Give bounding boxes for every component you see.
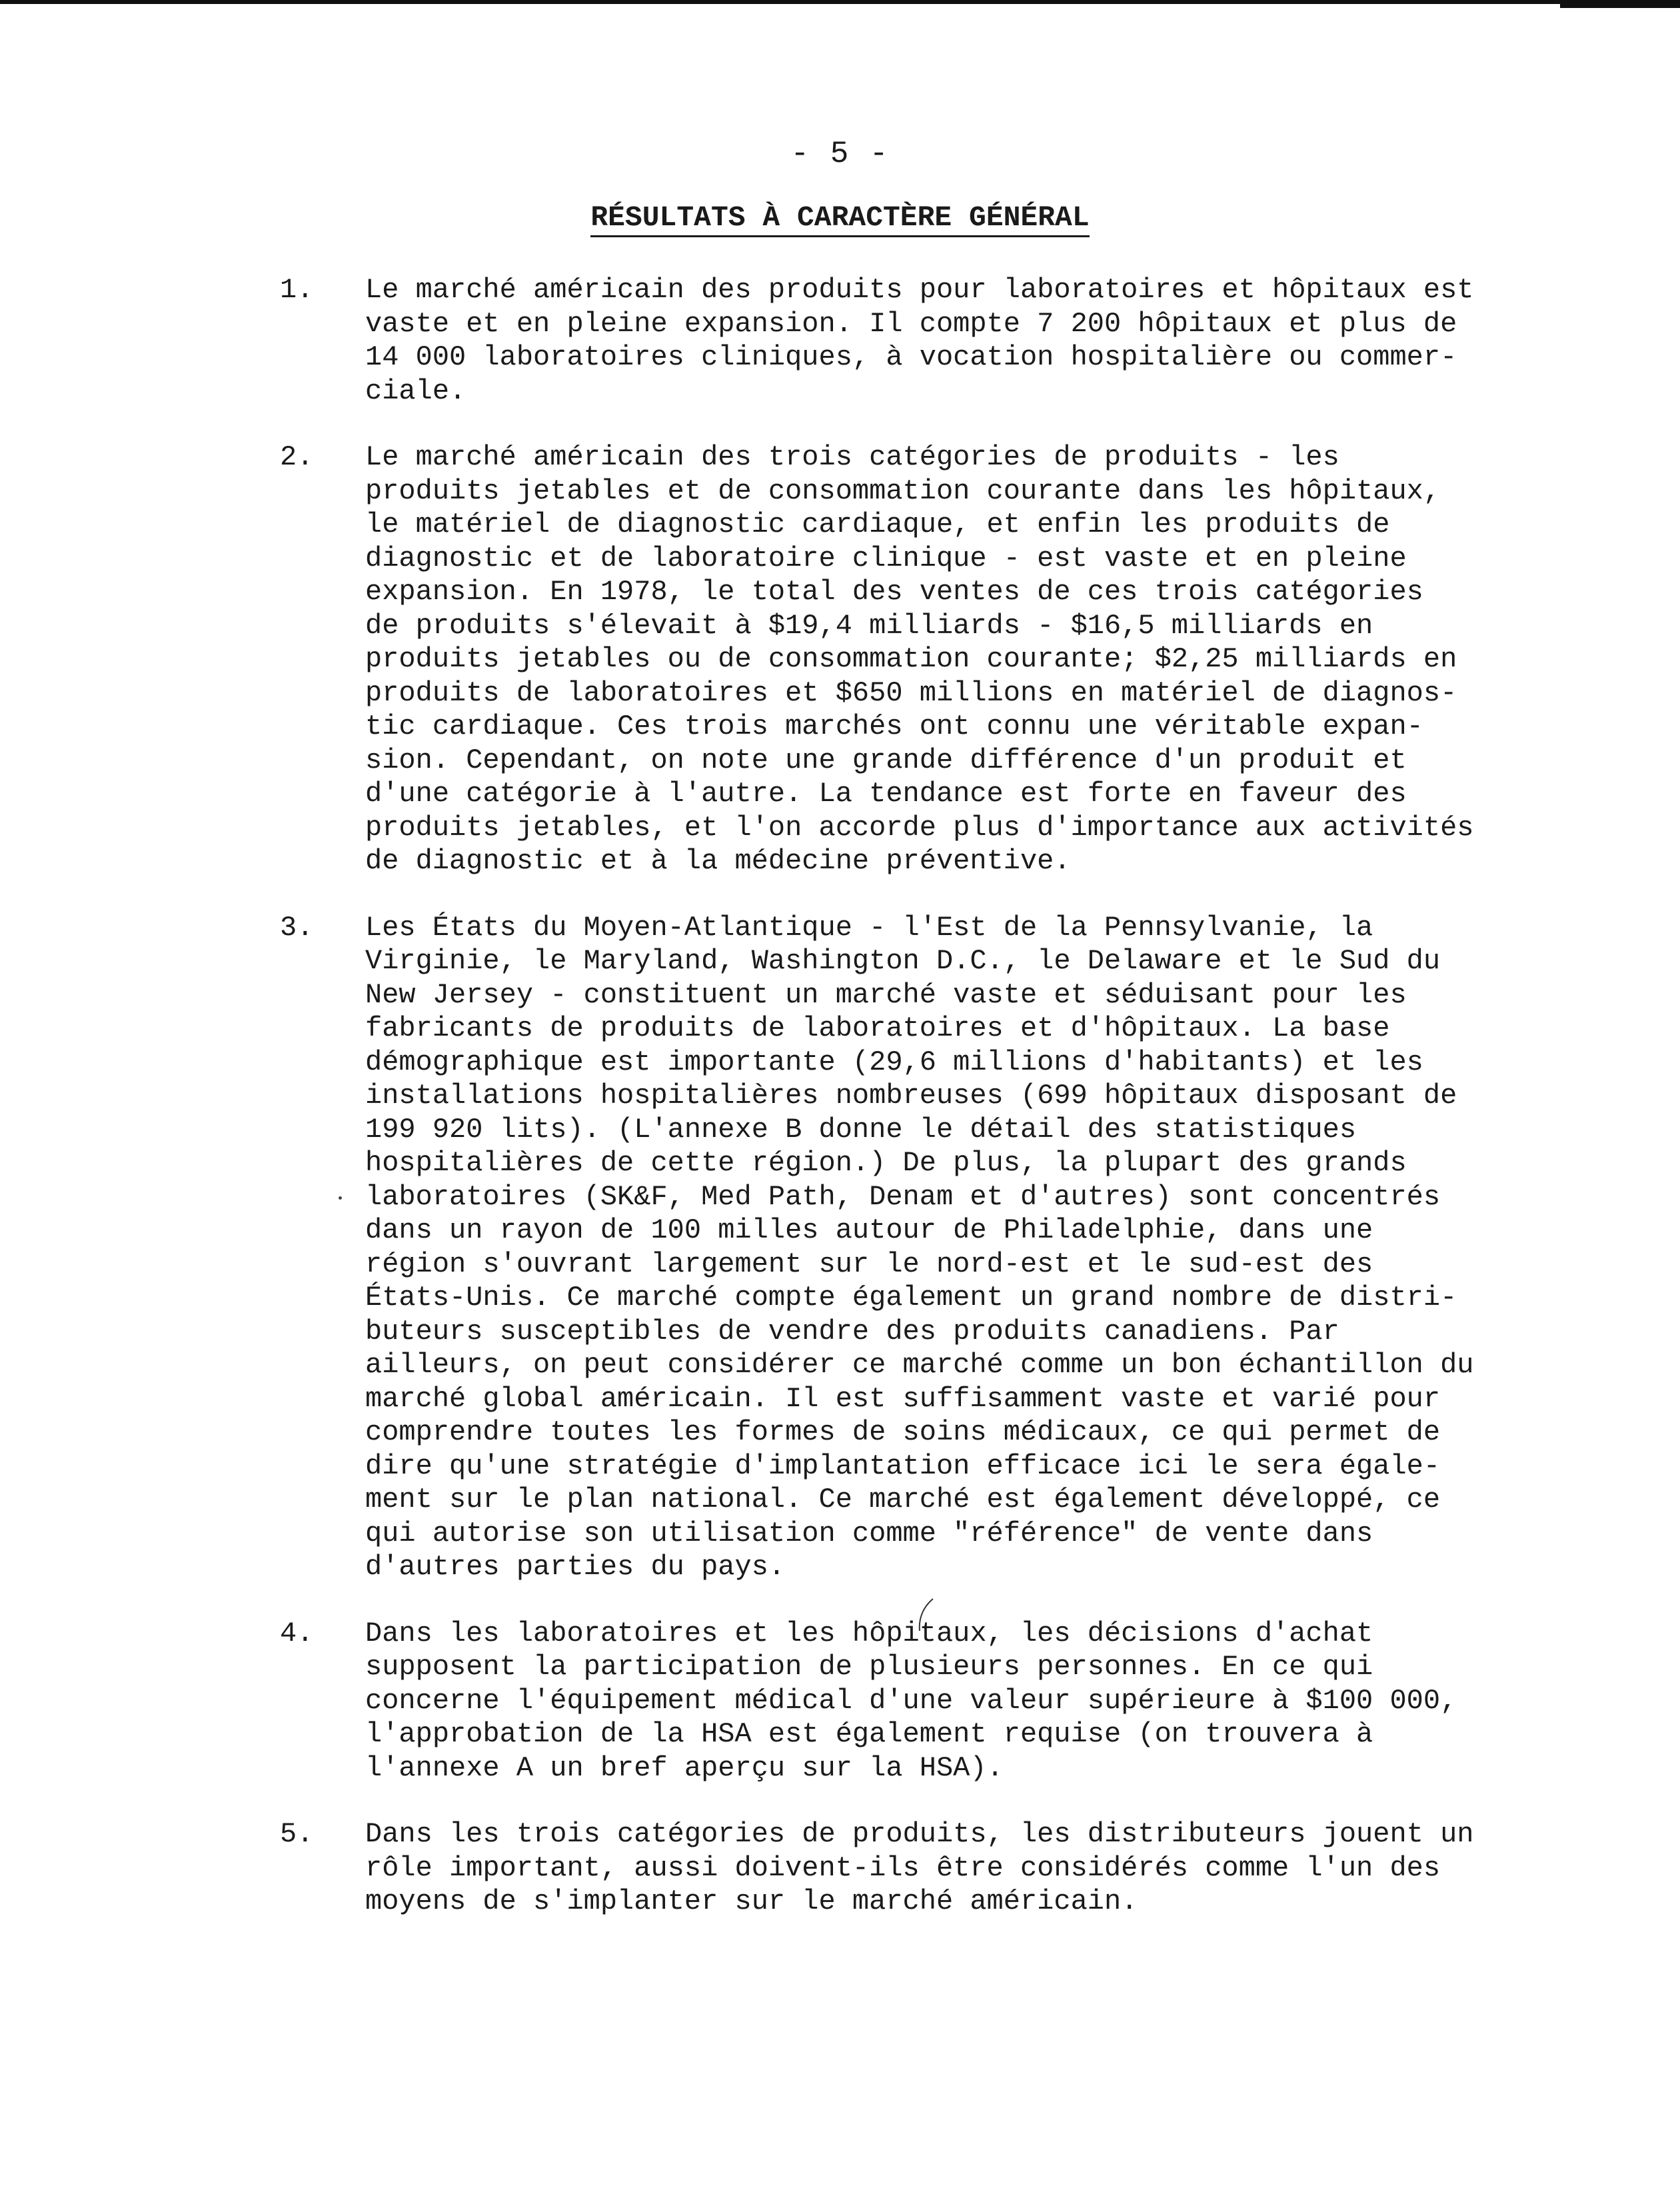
page-number: - 5 - xyxy=(790,137,890,171)
numbered-list xyxy=(280,273,1493,1951)
list-item-text: Le marché américain des trois catégories de produits - les produits jetables et de consommation courante dans les hôpitaux, le matériel de diagnostic cardiaque, et enfin les produits de diagnostic et de laboratoire clinique - est vaste et en pleine expansion. En 1978, le total des ventes de ces trois catégories de produits s'élevait à $19,4 milliards - $16,5 milliards en produits jetables ou de consommation courante; $2,25 milliards en produits de laboratoires et $650 millions en matériel de diagnos- tic cardiaque. Ces trois marchés ont connu une véritable expan- sion. Cependant, on note une grande différence d'un produit et d'une catégorie à l'autre. La tendance est forte en faveur des produits jetables, et l'on accorde plus d'importance aux activités de diagnostic et à la médecine préventive. xyxy=(365,441,1474,877)
list-item-number: 5. xyxy=(280,1818,314,1850)
list-item-number: 4. xyxy=(280,1617,314,1649)
list-item-number: 3. xyxy=(280,911,314,944)
page-title-text: RÉSULTATS À CARACTÈRE GÉNÉRAL xyxy=(590,201,1089,237)
list-item-text: Le marché américain des produits pour laboratoires et hôpitaux est vaste et en pleine expansion. Il compte 7 200 hôpitaux et plus de 14 000 laboratoires cliniques, à vocation hospitalière ou commer- ciale. xyxy=(365,274,1474,407)
list-item-1 xyxy=(280,273,1493,408)
list-item-text: Dans les trois catégories de produits, les distributeurs jouent un rôle important, aussi doivent-ils être considérés comme l'un des moyens de s'implanter sur le marché américain. xyxy=(365,1818,1474,1917)
list-item-2 xyxy=(280,441,1493,878)
list-item-number: 1. xyxy=(280,274,314,306)
top-border-line xyxy=(0,0,1680,4)
top-corner-mark xyxy=(1560,0,1680,8)
list-item-text: Les États du Moyen-Atlantique - l'Est de la Pennsylvanie, la Virginie, le Maryland, Washington D.C., le Delaware et le Sud du New Jersey - constituent un marché vaste et séduisant pour les fabricants de produits de laboratoires et d'hôpitaux. La base démographique est importante (29,6 millions d'habitants) et les installations hospitalières nombreuses (699 hôpitaux disposant de 199 920 lits). (L'annexe B donne le détail des statistiques hospitalières de cette région.) De plus, la plupart des grands laboratoires (SK&F, Med Path, Denam et d'autres) sont concentrés dans un rayon de 100 milles autour de Philadelphie, dans une région s'ouvrant largement sur le nord-est et le sud-est des États-Unis. Ce marché compte également un grand nombre de distri- buteurs susceptibles de vendre des produits canadiens. Par ailleurs, on peut considérer ce marché comme un bon échantillon du marché global américain. Il est suffisamment vaste et varié pour comprendre toutes les formes de soins médicaux, ce qui permet de dire qu'une stratégie d'implantation efficace ici le sera égale- ment sur le plan national. Ce marché est également développé, ce qui autorise son utilisation comme "référence" de vente dans d'autres parties du pays. xyxy=(365,911,1474,1583)
list-item-4 xyxy=(280,1617,1493,1785)
page-title xyxy=(0,201,1680,234)
stray-mark xyxy=(339,1196,342,1200)
list-item-text: Dans les laboratoires et les hôpitaux, les décisions d'achat supposent la participation de plusieurs personnes. En ce qui concerne l'équipement médical d'une valeur supérieure à $100 000, l'approbation de la HSA est également requise (on trouvera à l'annexe A un bref aperçu sur la HSA). xyxy=(365,1617,1457,1784)
list-item-3 xyxy=(280,911,1493,1584)
pen-mark xyxy=(913,1596,940,1636)
list-item-number: 2. xyxy=(280,441,314,473)
list-item-5 xyxy=(280,1817,1493,1919)
